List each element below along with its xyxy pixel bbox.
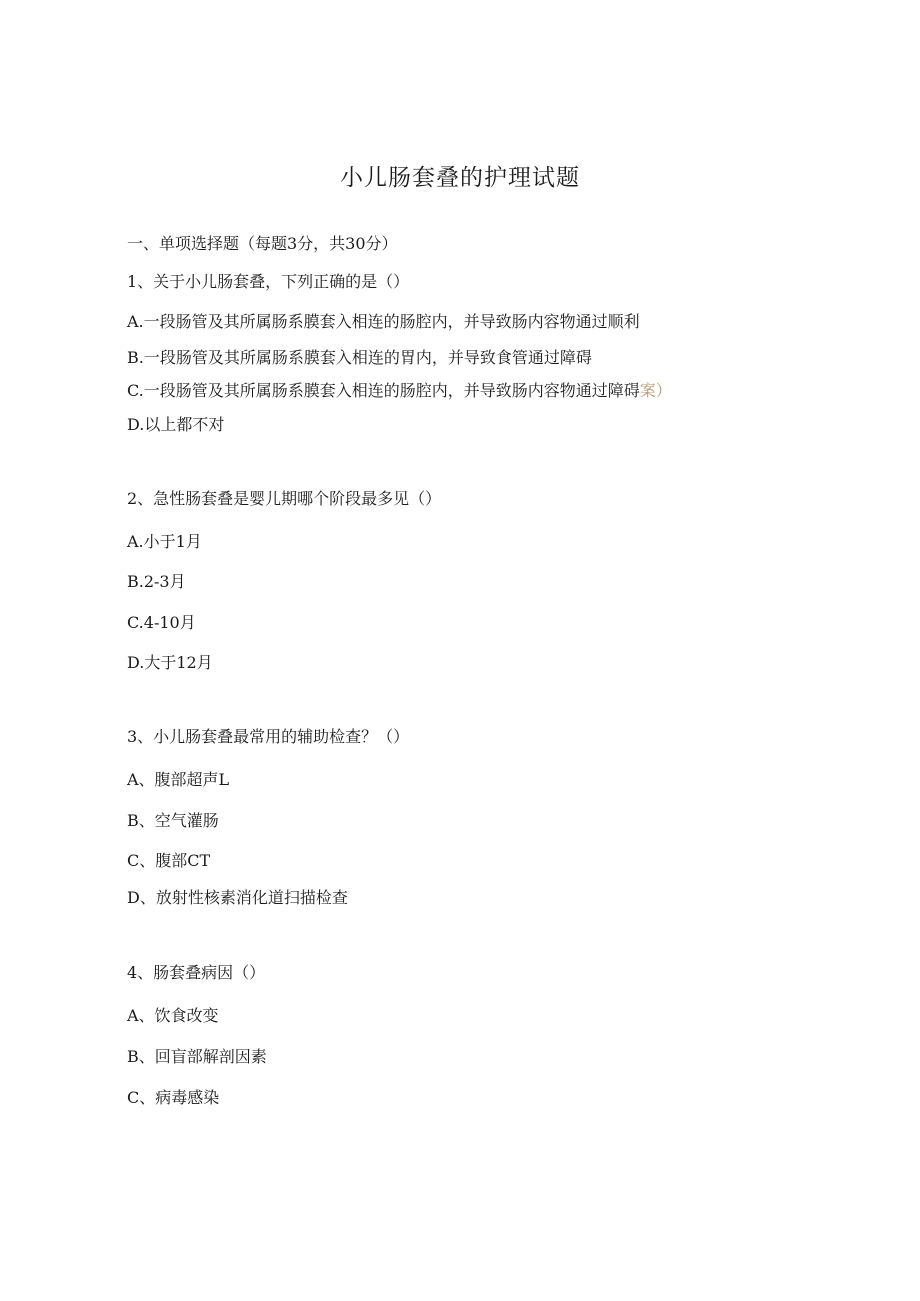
question-4-option-c: C、病毒感染 (127, 1088, 220, 1107)
question-3-option-a: A、腹部超声L (127, 770, 230, 789)
question-3-stem: 3、小儿肠套叠最常用的辅助检查？（） (127, 727, 410, 746)
question-4-stem: 4、肠套叠病因（） (127, 963, 266, 982)
question-3-option-d: D、放射性核素消化道扫描检查 (127, 888, 348, 907)
question-1-option-b: B.一段肠管及其所属肠系膜套入相连的胃内，并导致食管通过障碍 (127, 348, 592, 367)
question-1-option-c-note: 案） (639, 381, 672, 400)
question-1-option-c: C.一段肠管及其所属肠系膜套入相连的肠腔内，并导致肠内容物通过障碍 (127, 381, 640, 400)
question-1-option-a: A.一段肠管及其所属肠系膜套入相连的肠腔内，并导致肠内容物通过顺利 (127, 312, 640, 331)
question-2-stem: 2、急性肠套叠是婴儿期哪个阶段最多见（） (127, 489, 442, 508)
question-1-option-c-row (127, 380, 672, 402)
document-title: 小儿肠套叠的护理试题 (340, 165, 580, 191)
section-heading: 一、单项选择题（每题3分，共30分） (127, 234, 398, 253)
question-2-option-c: C.4-10月 (127, 613, 196, 632)
question-4-option-b: B、回盲部解剖因素 (127, 1047, 267, 1066)
question-3-option-b: B、空气灌肠 (127, 811, 219, 830)
question-1-stem: 1、关于小儿肠套叠，下列正确的是（） (127, 272, 410, 291)
question-4-option-a: A、饮食改变 (127, 1006, 219, 1025)
question-2-option-d: D.大于12月 (127, 653, 213, 672)
question-2-option-a: A.小于1月 (127, 532, 202, 551)
question-3-option-c: C、腹部CT (127, 851, 211, 870)
question-2-option-b: B.2-3月 (127, 572, 186, 591)
question-1-option-d: D.以上都不对 (127, 415, 225, 434)
